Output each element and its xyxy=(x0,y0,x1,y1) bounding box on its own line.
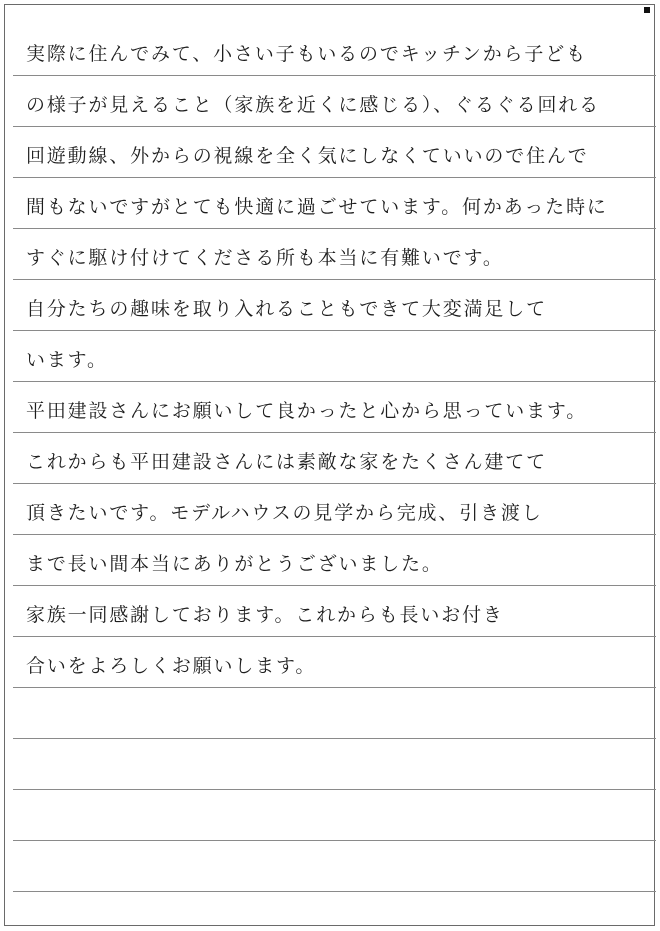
letter-line: 回遊動線、外からの視線を全く気にしなくていいので住んで xyxy=(26,145,589,167)
letter-line: 平田建設さんにお願いして良かったと心から思っています。 xyxy=(26,400,588,422)
ruled-line xyxy=(13,228,656,229)
letter-line: 合いをよろしくお願いします。 xyxy=(26,655,317,677)
letter-line: 自分たちの趣味を取り入れることもできて大変満足して xyxy=(26,298,547,320)
letter-line: これからも平田建設さんには素敵な家をたくさん建てて xyxy=(26,451,547,473)
ruled-line xyxy=(13,636,656,637)
ruled-line xyxy=(13,534,656,535)
ruled-line xyxy=(13,177,656,178)
ruled-line xyxy=(13,840,656,841)
ruled-line xyxy=(13,891,656,892)
ruled-line xyxy=(13,432,656,433)
ruled-line xyxy=(13,330,656,331)
ruled-line xyxy=(13,738,656,739)
letter-line: います。 xyxy=(26,349,108,371)
letter-line: 家族一同感謝しております。これからも長いお付き xyxy=(26,604,504,626)
ruled-line xyxy=(13,75,656,76)
ruled-line xyxy=(13,585,656,586)
letter-line: 頂きたいです。モデルハウスの見学から完成、引き渡し xyxy=(26,502,543,524)
ruled-line xyxy=(13,789,656,790)
corner-mark xyxy=(644,7,650,13)
letter-line: まで長い間本当にありがとうございました。 xyxy=(26,553,443,575)
letter-line: 間もないですがとても快適に過ごせています。何かあった時に xyxy=(26,196,608,218)
letter-line: すぐに駆け付けてくださる所も本当に有難いです。 xyxy=(26,247,504,269)
ruled-line xyxy=(13,279,656,280)
ruled-line xyxy=(13,687,656,688)
letter-line: 実際に住んでみて、小さい子もいるのでキッチンから子ども xyxy=(26,43,587,65)
ruled-line xyxy=(13,381,656,382)
ruled-line xyxy=(13,483,656,484)
letter-line: の様子が見えること（家族を近くに感じる）、ぐるぐる回れる xyxy=(26,94,600,116)
ruled-line xyxy=(13,126,656,127)
